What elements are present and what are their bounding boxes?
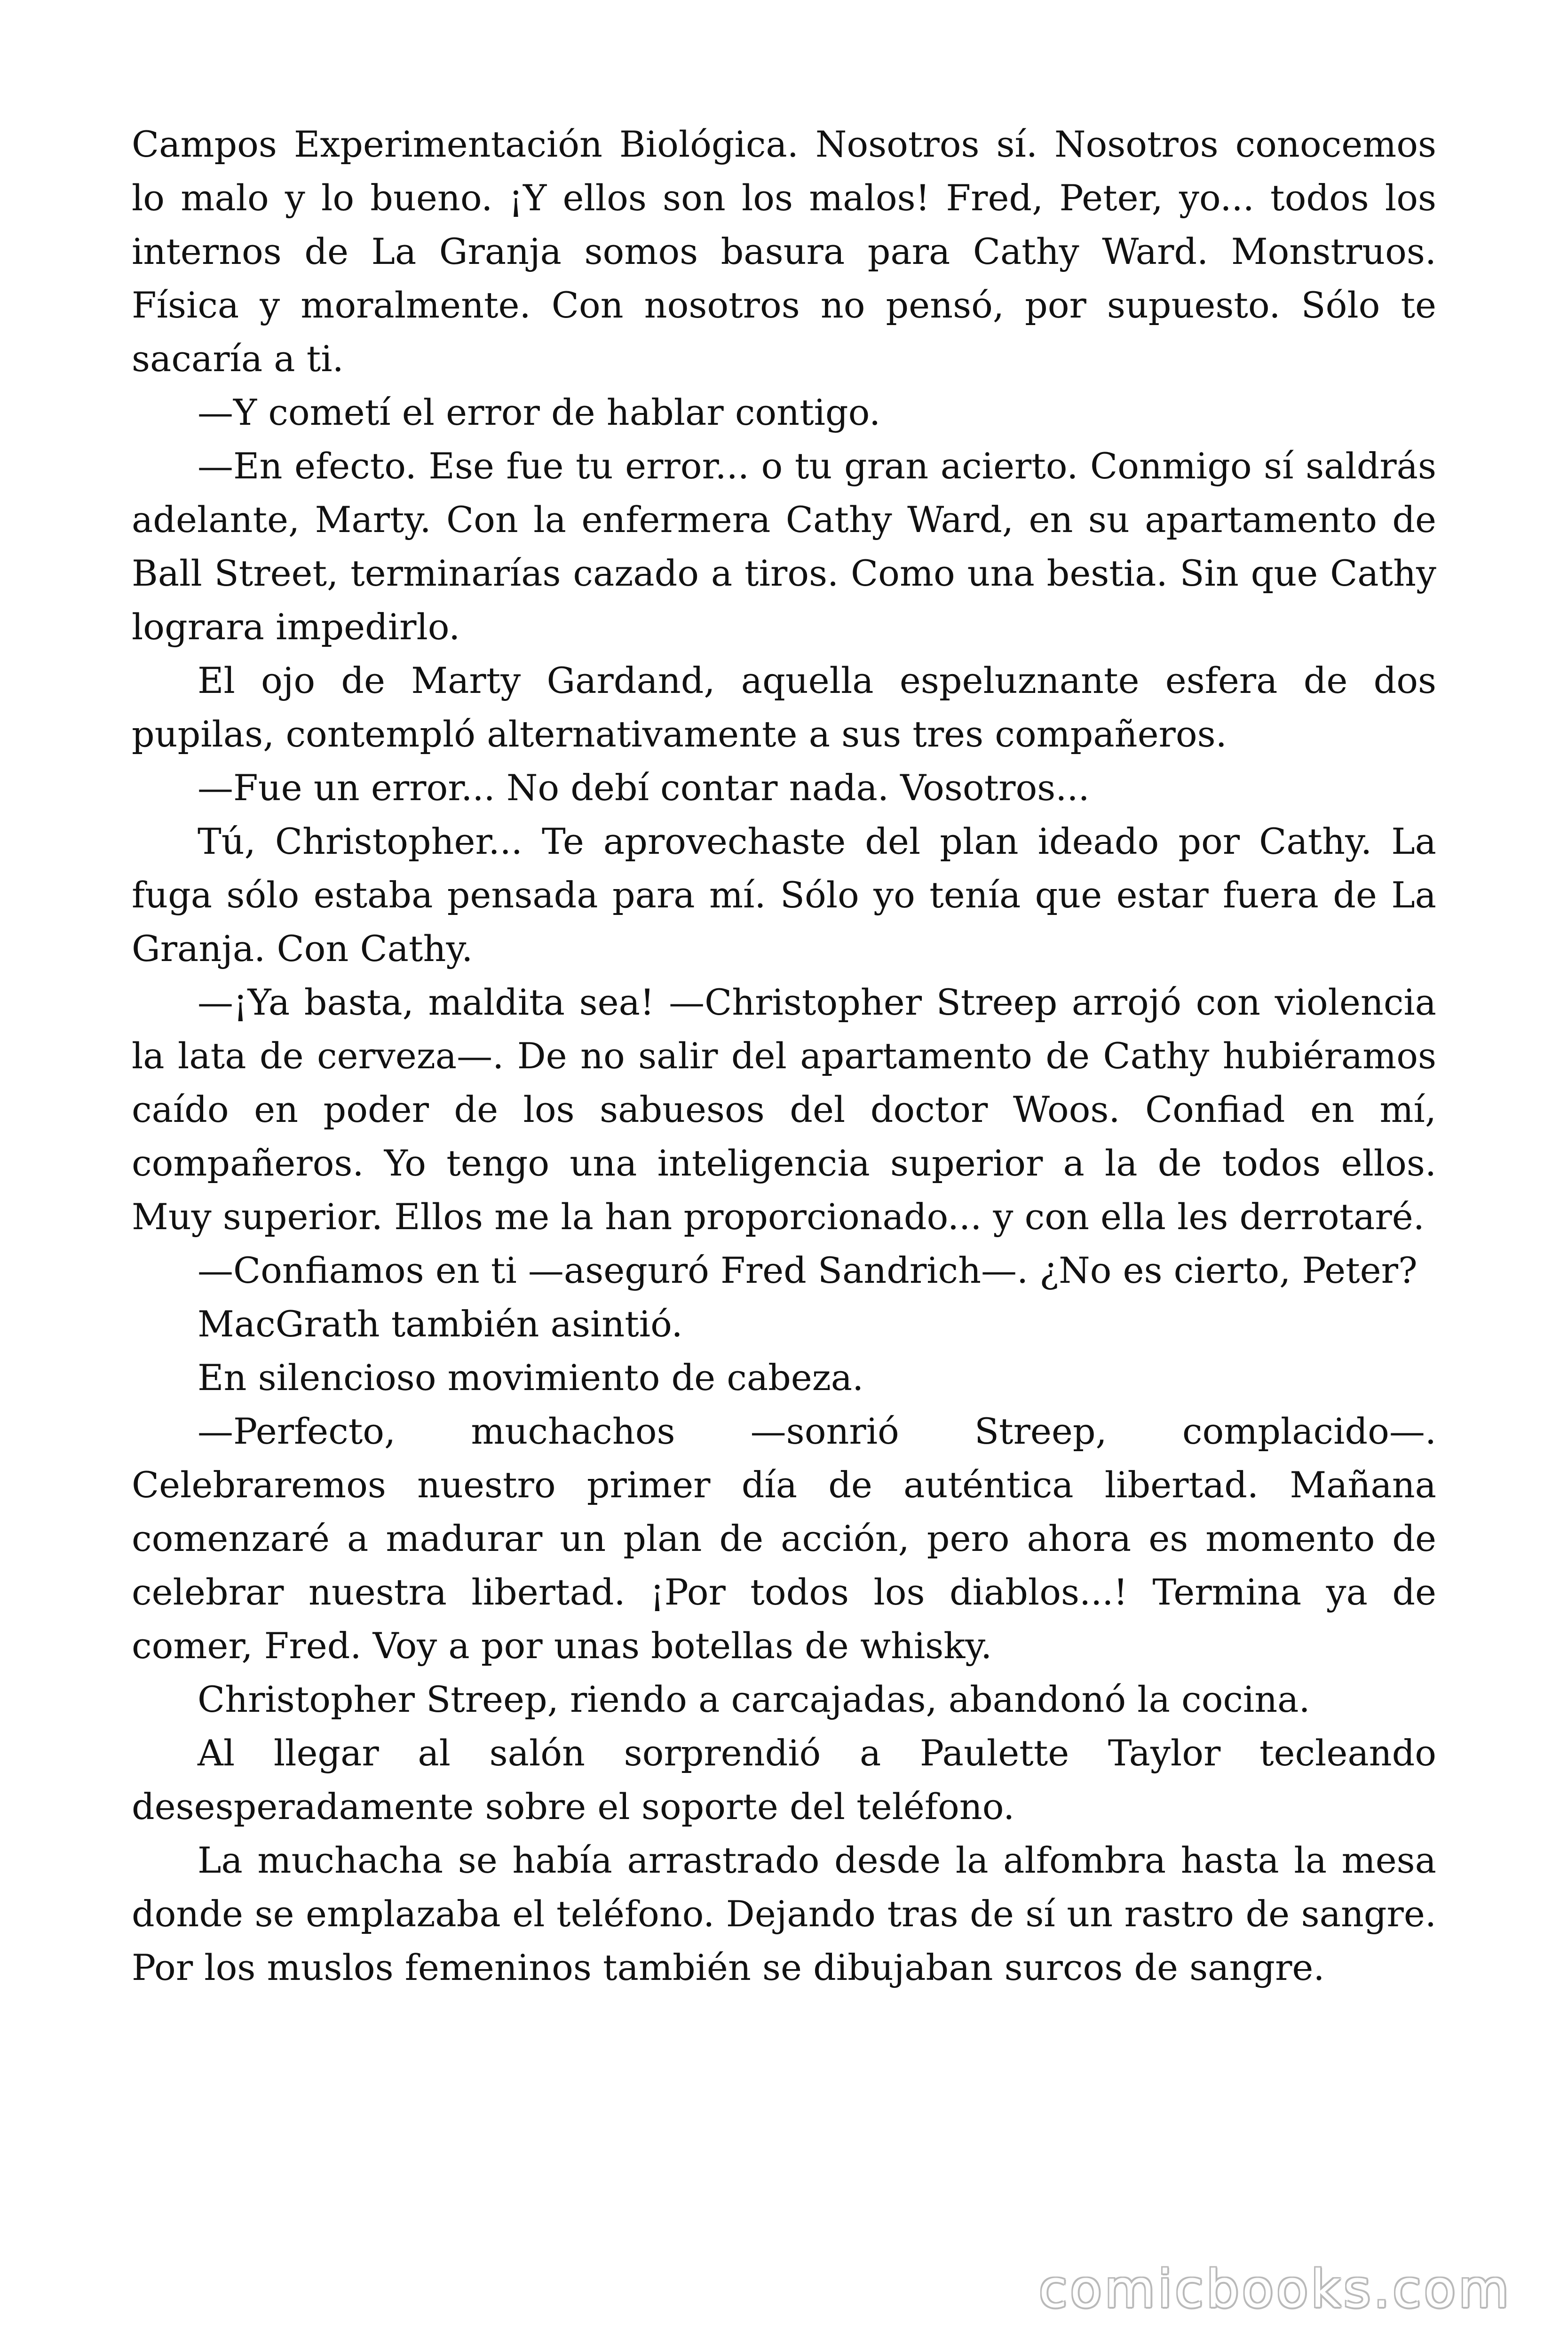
paragraph-13: Al llegar al salón sorprendió a Paulette Taylor tecleando desesperadamente sobre el soporte del teléfono. xyxy=(132,1732,1436,1828)
paragraph-5: —Fue un error... No debí contar nada. Vosotros... xyxy=(198,767,1090,809)
paragraph-2: —Y cometí el error de hablar contigo. xyxy=(198,391,881,433)
page-body xyxy=(132,118,1436,1994)
paragraph-7: —¡Ya basta, maldita sea! —Christopher Streep arrojó con violencia la lata de cerveza—. De no salir del apartamento de Cathy hubiéramos caído en poder de los sabuesos del doctor Woos. Confiad en mí, compañeros. Yo tengo una inteligencia superior a la de todos ellos. Muy superior. Ellos me la han proporcionado... y con ella les derrotaré. xyxy=(132,981,1436,1238)
paragraph-1: Campos Experimentación Biológica. Nosotros sí. Nosotros conocemos lo malo y lo bueno. ¡Y ellos son los malos! Fred, Peter, yo... todos los internos de La Granja somos basura para Cathy Ward. Monstruos. Física y moralmente. Con nosotros no pensó, por supuesto. Sólo te sacaría a ti. xyxy=(132,123,1436,380)
paragraph-10: En silencioso movimiento de cabeza. xyxy=(198,1357,864,1398)
paragraph-8: —Confiamos en ti —aseguró Fred Sandrich—. ¿No es cierto, Peter? xyxy=(198,1249,1418,1291)
paragraph-14: La muchacha se había arrastrado desde la alfombra hasta la mesa donde se emplazaba el teléfono. Dejando tras de sí un rastro de sangre. Por los muslos femeninos también se dibujaban surcos de sangre. xyxy=(132,1839,1436,1988)
paragraph-9: MacGrath también asintió. xyxy=(198,1303,683,1345)
paragraph-4: El ojo de Marty Gardand, aquella espeluznante esfera de dos pupilas, contempló alternativamente a sus tres compañeros. xyxy=(132,660,1436,755)
paragraph-6: Tú, Christopher... Te aprovechaste del plan ideado por Cathy. La fuga sólo estaba pensada para mí. Sólo yo tenía que estar fuera de La Granja. Con Cathy. xyxy=(132,820,1436,969)
paragraph-11: —Perfecto, muchachos —sonrió Streep, complacido—. Celebraremos nuestro primer día de auténtica libertad. Mañana comenzaré a madurar un plan de acción, pero ahora es momento de celebrar nuestra libertad. ¡Por todos los diablos...! Termina ya de comer, Fred. Voy a por unas botellas de whisky. xyxy=(132,1410,1436,1667)
watermark: comicbooks.com xyxy=(1038,2259,1512,2319)
paragraph-3: —En efecto. Ese fue tu error... o tu gran acierto. Conmigo sí saldrás adelante, Marty. Con la enfermera Cathy Ward, en su apartamento de Ball Street, terminarías cazado a tiros. Como una bestia. Sin que Cathy lograra impedirlo. xyxy=(132,445,1436,648)
paragraph-12: Christopher Streep, riendo a carcajadas, abandonó la cocina. xyxy=(198,1678,1310,1720)
